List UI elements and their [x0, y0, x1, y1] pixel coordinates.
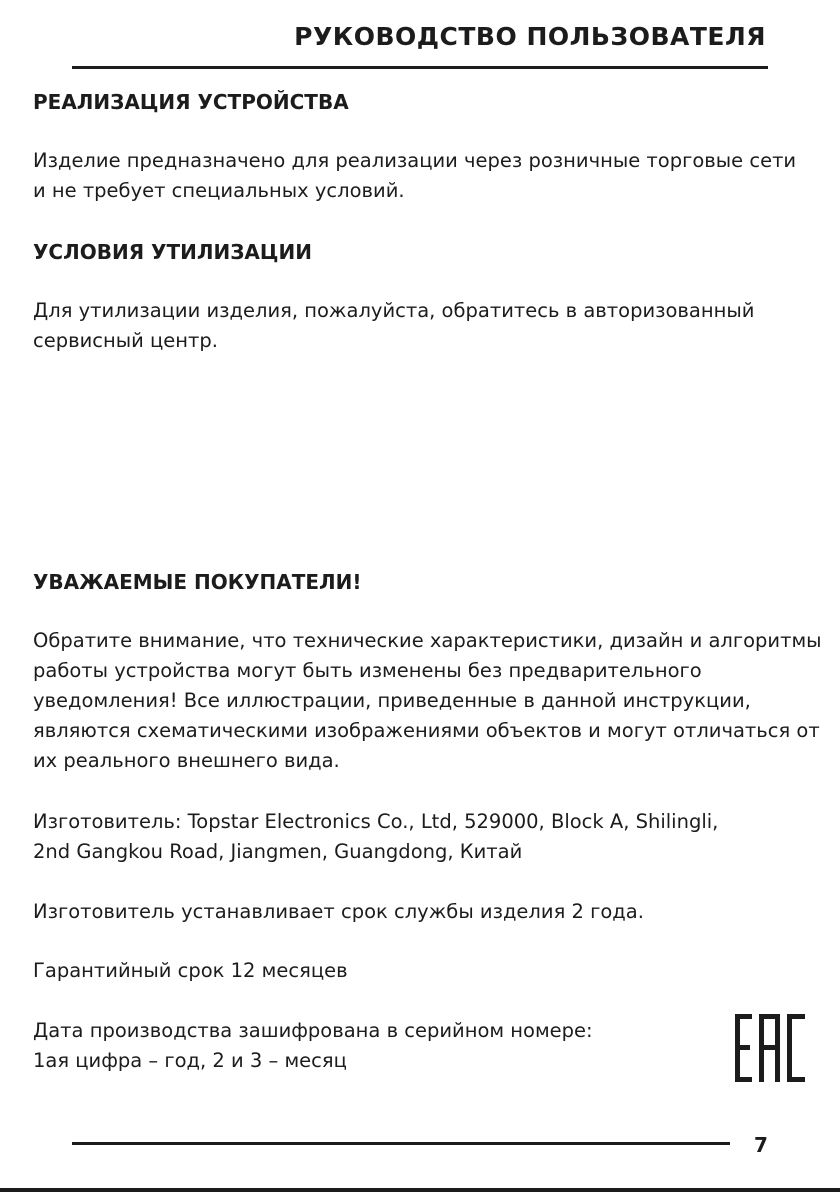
text-line: Изделие предназначено для реализации через розничные торговые сети — [33, 149, 797, 172]
text-line: 2nd Gangkou Road, Jiangmen, Guangdong, Китай — [33, 840, 523, 863]
text-line: являются схематическими изображениями объектов и могут отличаться от — [33, 719, 820, 742]
text-line: Обратите внимание, что технические характеристики, дизайн и алгоритмы — [33, 629, 822, 652]
production-date-info — [33, 1016, 593, 1076]
page-title: РУКОВОДСТВО ПОЛЬЗОВАТЕЛЯ — [294, 22, 766, 51]
page-bottom-edge — [0, 1188, 840, 1192]
section-text-sale — [33, 146, 796, 206]
text-line: и не требует специальных условий. — [33, 179, 405, 202]
text-line: Изготовитель: Topstar Electronics Co., Ltd, 529000, Block A, Shilingli, — [33, 810, 719, 833]
section-text-disposal — [33, 296, 754, 356]
text-line: работы устройства могут быть изменены без предварительного — [33, 659, 702, 682]
eac-icon — [735, 1014, 805, 1082]
text-line: сервисный центр. — [33, 329, 218, 352]
text-line: уведомления! Все иллюстрации, приведенные в данной инструкции, — [33, 689, 751, 712]
footer-divider — [72, 1142, 730, 1145]
warranty-text: Гарантийный срок 12 месяцев — [33, 959, 348, 982]
text-line: Дата производства зашифрована в серийном номере: — [33, 1019, 593, 1042]
header-divider — [72, 66, 768, 69]
page-number: 7 — [754, 1133, 768, 1157]
text-line: Для утилизации изделия, пожалуйста, обратитесь в авторизованный — [33, 299, 755, 322]
text-line: 1ая цифра – год, 2 и 3 – месяц — [33, 1049, 347, 1072]
service-life-text: Изготовитель устанавливает срок службы изделия 2 года. — [33, 900, 644, 923]
section-text-customers — [33, 626, 822, 776]
manufacturer-info — [33, 807, 718, 867]
section-heading-sale: РЕАЛИЗАЦИЯ УСТРОЙСТВА — [33, 90, 349, 114]
text-line: их реального внешнего вида. — [33, 749, 340, 772]
section-heading-customers: УВАЖАЕМЫЕ ПОКУПАТЕЛИ! — [33, 570, 362, 594]
section-heading-disposal: УСЛОВИЯ УТИЛИЗАЦИИ — [33, 240, 312, 264]
